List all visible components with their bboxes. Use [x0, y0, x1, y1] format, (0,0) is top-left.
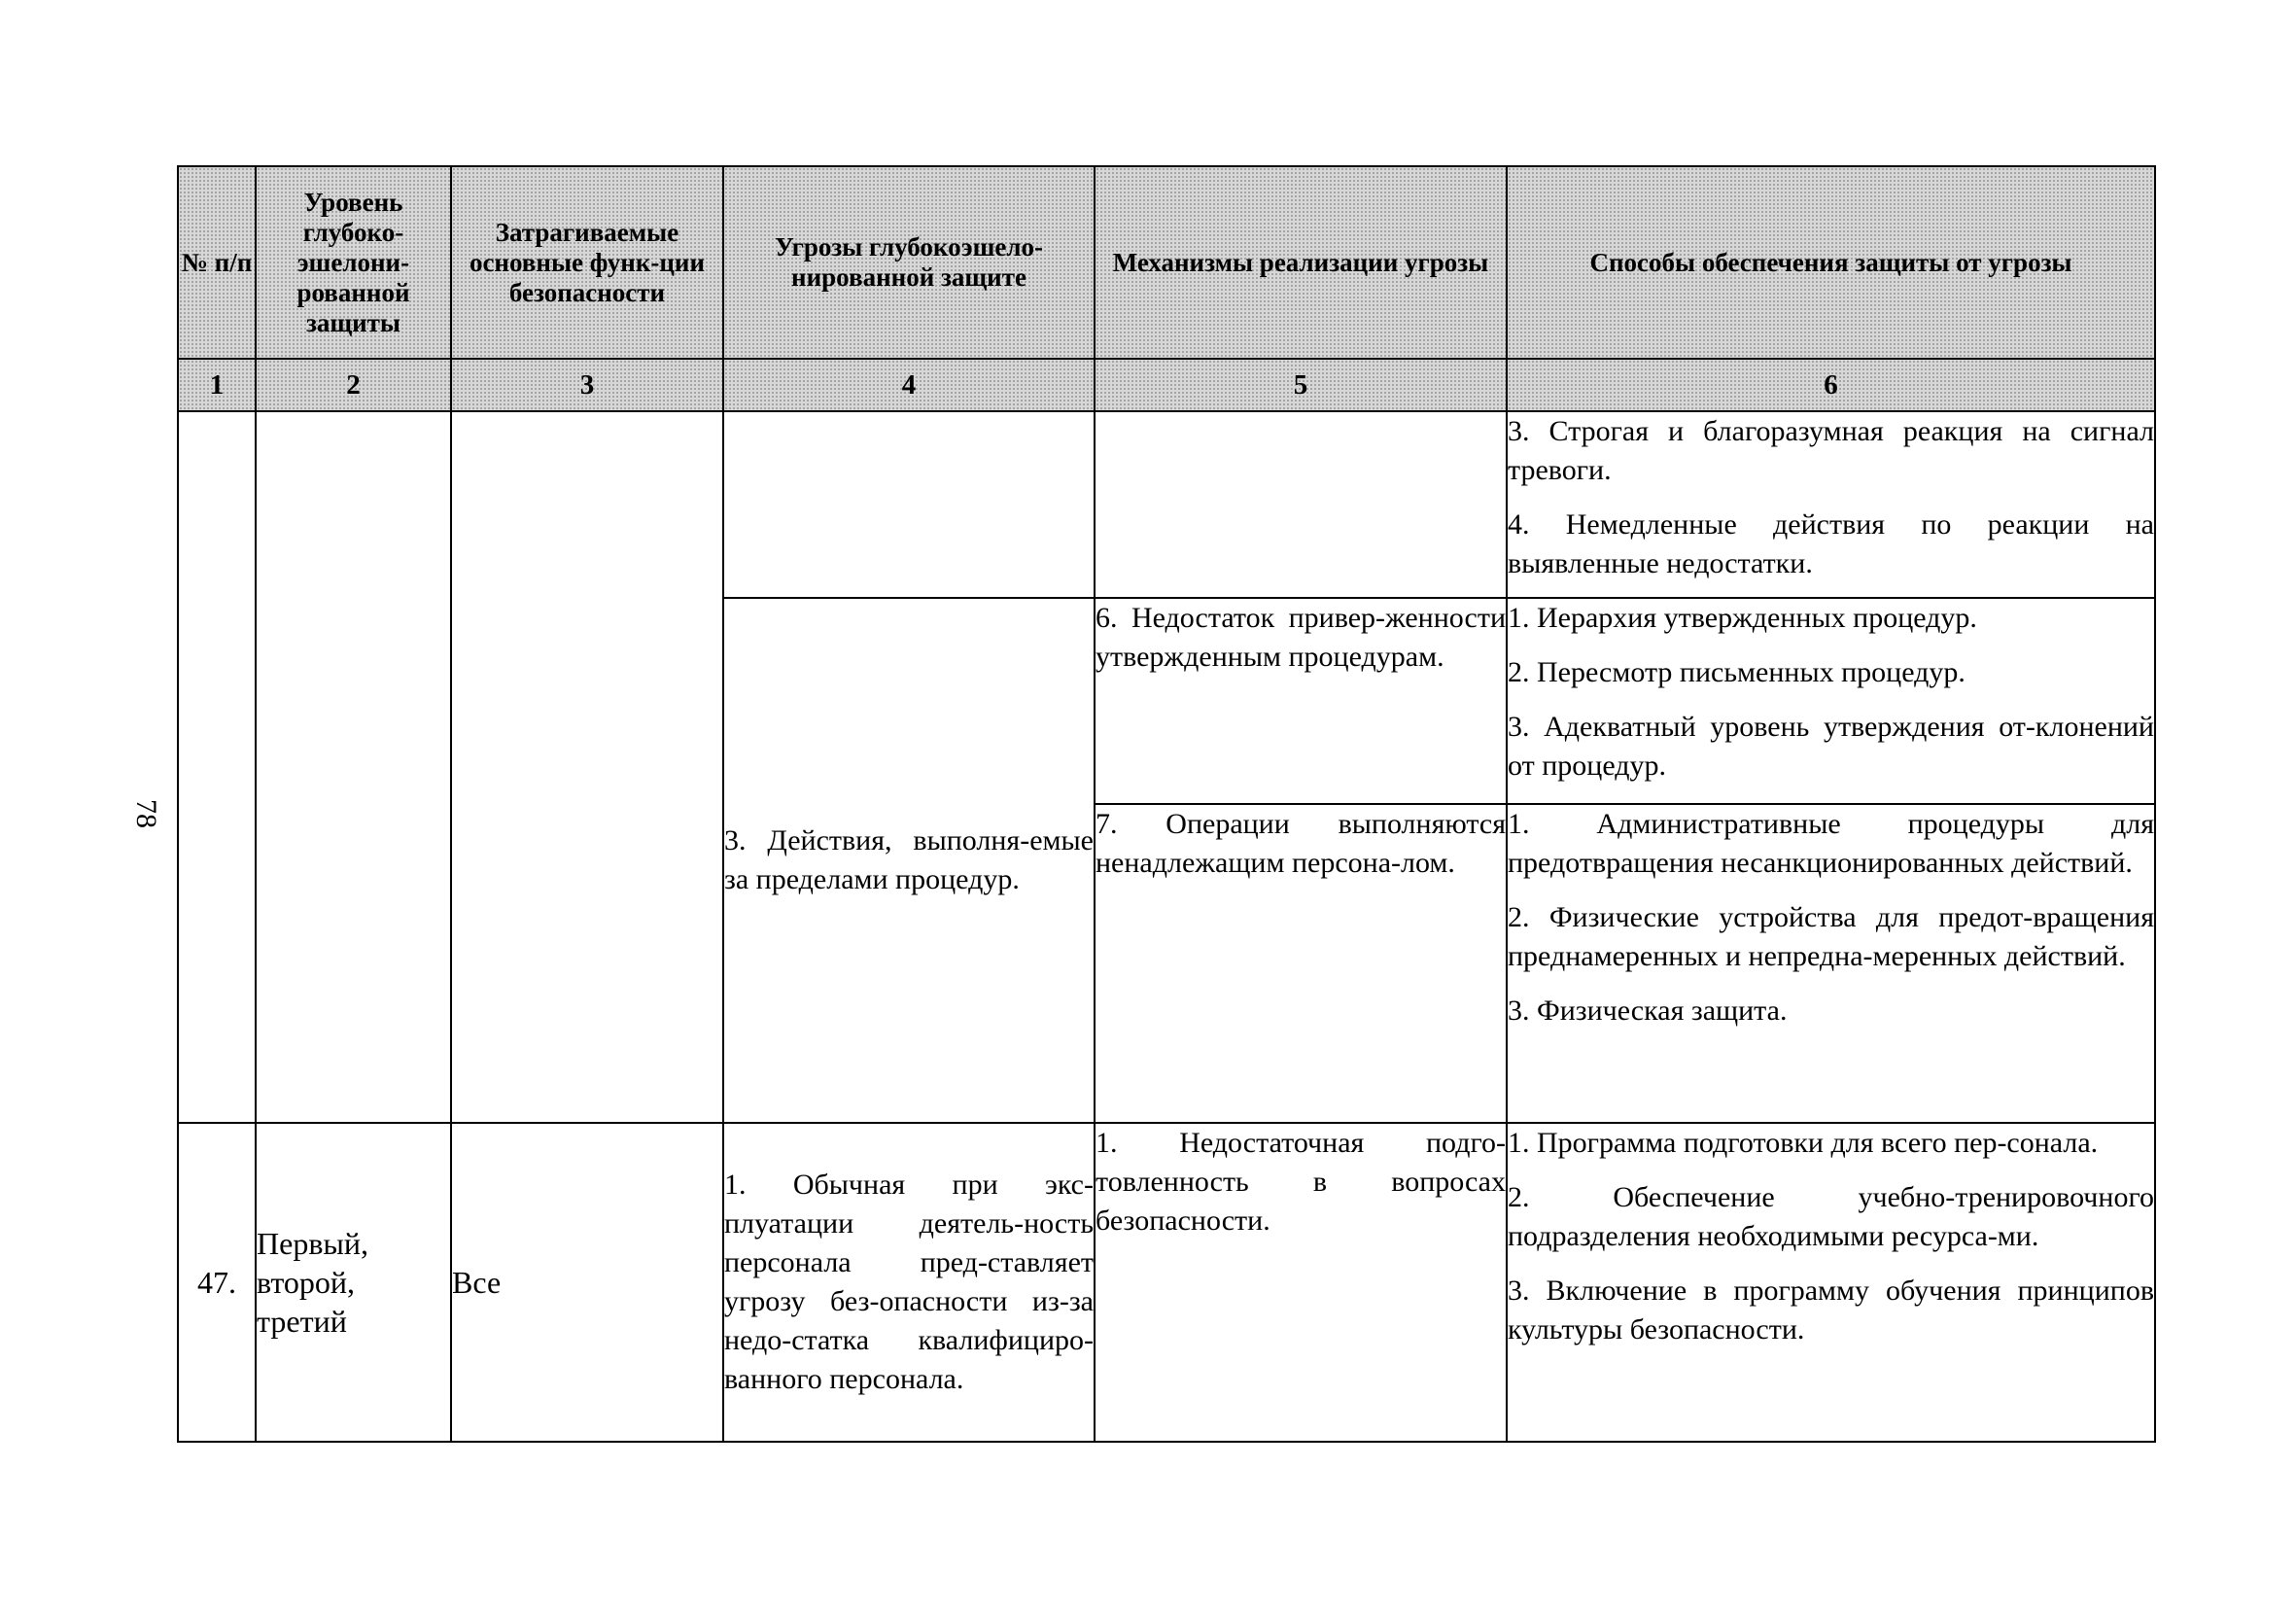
column-number: 6: [1507, 359, 2155, 411]
page-number: 78: [130, 799, 162, 828]
column-number: 1: [178, 359, 256, 411]
cell-measures: [1507, 1123, 2155, 1442]
cell-row-number: 47.: [178, 1123, 256, 1442]
table-row-47: [178, 1123, 2155, 1442]
measure-item: 1. Административные процедуры для предотвращения несанкционированных действий.: [1508, 808, 2154, 879]
cell-threat-outside-procedures: 3. Действия, выполня-емые за пределами процедур.: [723, 598, 1095, 1123]
header-threats: Угрозы глубокоэшело-нированной защите: [723, 166, 1095, 359]
header-level: Уровень глубоко-эшелони-рованной защиты: [256, 166, 451, 359]
cell-number-empty: [178, 411, 256, 1123]
cell-functions: Все: [451, 1123, 723, 1442]
cell-mechanism: 1. Недостаточная подго-товленность в вопросах безопасности.: [1095, 1123, 1507, 1442]
measure-item: 2. Физические устройства для предот-вращения преднамеренных и непредна-меренных действий.: [1508, 901, 2154, 972]
measure-item: 1. Программа подготовки для всего пер-сонала.: [1508, 1127, 2099, 1159]
cell-mechanism-7: 7. Операции выполняются ненадлежащим персона-лом.: [1095, 804, 1507, 1123]
header-number: № п/п: [178, 166, 256, 359]
measure-item: 3. Включение в программу обучения принципов культуры безопасности.: [1508, 1275, 2154, 1345]
cell-functions-empty: [451, 411, 723, 1123]
header-measures: Способы обеспечения защиты от угрозы: [1507, 166, 2155, 359]
header-row: [178, 166, 2155, 359]
cell-threat: 1. Обычная при экс-плуатации деятель-ность персонала пред-ставляет угрозу без-опасности из-за недо-статка квалифициро-ванного персонала.: [723, 1123, 1095, 1442]
measure-item: 4. Немедленные действия по реакции на выявленные недостатки.: [1508, 508, 2154, 579]
header-functions: Затрагиваемые основные функ-ции безопасности: [451, 166, 723, 359]
table-row: [178, 411, 2155, 598]
cell-measures-top: [1507, 411, 2155, 598]
cell-measures-7: [1507, 804, 2155, 1123]
cell-threat-empty: [723, 411, 1095, 598]
measure-item: 3. Строгая и благоразумная реакция на сигнал тревоги.: [1508, 415, 2154, 486]
cell-mechanism-empty: [1095, 411, 1507, 598]
threats-table: [177, 165, 2156, 1443]
column-number-row: [178, 359, 2155, 411]
cell-mechanism-6: 6. Недостаток привер-женности утвержденным процедурам.: [1095, 598, 1507, 804]
measure-item: 3. Адекватный уровень утверждения от-клонений от процедур.: [1508, 711, 2154, 782]
column-number: 3: [451, 359, 723, 411]
column-number: 4: [723, 359, 1095, 411]
column-number: 2: [256, 359, 451, 411]
measure-item: 2. Обеспечение учебно-тренировочного подразделения необходимыми ресурса-ми.: [1508, 1181, 2154, 1252]
cell-level: Первый, второй, третий: [256, 1123, 451, 1442]
measure-item: 2. Пересмотр письменных процедур.: [1508, 656, 1966, 688]
measure-item: 1. Иерархия утвержденных процедур.: [1508, 602, 1977, 634]
measure-item: 3. Физическая защита.: [1508, 995, 1788, 1027]
cell-level-empty: [256, 411, 451, 1123]
column-number: 5: [1095, 359, 1507, 411]
header-mechanisms: Механизмы реализации угрозы: [1095, 166, 1507, 359]
cell-measures-6: [1507, 598, 2155, 804]
